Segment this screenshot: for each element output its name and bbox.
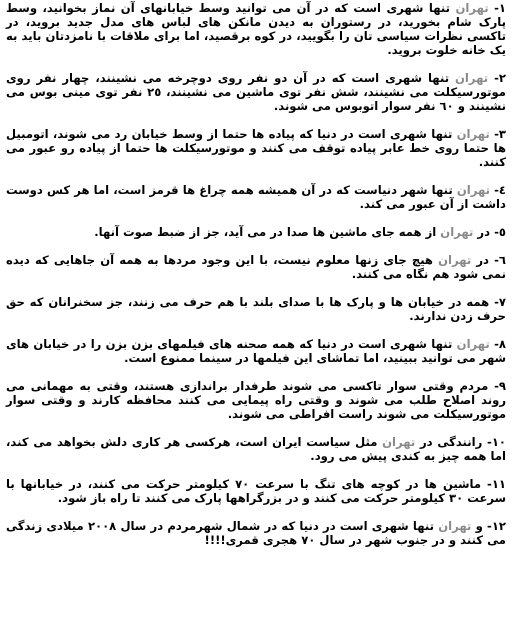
item-text: تنها شهری است که در آن دو نفر روی دوچرخه می نشینند، چهار نفر روی موتورسیکلت می نشینند، شش نفر توی ماشین می نشینند، ٢٥ نفر توی مینی بوس می نشینند و ٦٠ نفر سوار اتوبوس می شوند. [6,71,506,113]
item-number: ١٠- [482,435,506,449]
item-number: ٣- [489,127,506,141]
item-text: در [473,225,491,239]
list-item [6,477,506,505]
document-body [0,1,512,620]
item-text: مردم وقتی سوار تاکسی می شوند طرفدار براندازی هستند، وقتی به مهمانی می روند اصلاح طلب می شوند و وقتی راه پیمایی می کنند محافظه کارند و وقتی سوار موتورسیکلت می شوند راست افراطی می شوند. [6,379,506,421]
item-number: ٧- [489,295,506,309]
item-text: هیچ جای زنها معلوم نیست، با این وجود مردها به همه آن جاهایی که دیده نمی شود هم نگاه می کنند. [6,253,506,281]
item-text: تنها شهری است در دنیا که همه صحنه های فیلمهای بزن بزن را در خیابان های شهر می توانید ببینید، اما تماشای این فیلمها در سینما ممنوع است. [6,337,506,365]
item-number: ١١- [481,477,506,491]
list-item [6,337,506,365]
list-item [6,435,506,463]
city-name: تهران [438,519,472,533]
list-item [6,1,506,57]
item-text: مثل سیاست ایران است، هرکسی هر کاری دلش بخواهد می کند، اما همه چیز به کندی پیش می رود. [6,435,506,463]
item-text: تنها شهری است در دنیا که پیاده ها حتما از وسط خیابان رد می شوند، اتومبیل ها حتما روی خط عابر پیاده توقف می کنند و موتورسیکلت ها حتما از پیاده رو عبور می کنند. [6,127,506,169]
item-text: تنها شهر دنیاست که در آن همیشه همه چراغ ها قرمز است، اما هر کس دوست داشت از آن عبور می کند. [6,183,506,211]
item-text: و [471,519,483,533]
item-text: از همه جای ماشین ها صدا در می آید، جز از ضبط صوت آنها. [94,225,441,239]
list-item [6,253,506,281]
list-item [6,183,506,211]
item-number: ٢- [488,71,506,85]
item-number: ٩- [488,379,506,393]
list-item [6,379,506,421]
item-number: ٤- [489,183,506,197]
item-text: رانندگی در [415,435,483,449]
city-name: تهران [440,225,474,239]
item-number: ٨- [489,337,506,351]
item-text: همه در خیابان ها و پارک ها با صدای بلند با هم حرف می زنند، جز سخنرانان که حق حرف زدن ندارند. [6,295,506,323]
city-name: تهران [456,337,490,351]
list-item [6,71,506,113]
city-name: تهران [456,183,490,197]
city-name: تهران [455,1,489,15]
city-name: تهران [382,435,416,449]
list-item [6,295,506,323]
list-item [6,127,506,169]
city-name: تهران [438,253,472,267]
list-item [6,225,506,239]
item-number: ٦- [488,253,506,267]
item-text: تنها شهری است در دنیا که در شمال شهرمردم در سال ٢٠٠٨ میلادی زندگی می کنند و در جنوب شهر در سال ٧٠ هجری قمری!!!! [6,519,506,547]
item-number: ١٢- [482,519,506,533]
item-text: ماشین ها در کوچه های تنگ با سرعت ٧٠ کیلومتر حرکت می کنند، در خیابانها با سرعت ٣٠ کیلومتر حرکت می کنند و در بزرگراهها پارک می کنند تا راه باز شود. [6,477,506,505]
item-text: تنها شهری است که در آن می توانید وسط خیابانهای آن نماز بخوانید، وسط پارک شام بخورید، در رستوران به دیدن مانکن های لباس های مدل جدید بروید، در تاکسی نظرات سیاسی تان را بگویید، در کوه برقصید، اما برای ملاقات با نامزدتان باید به یک خانه خلوت بروید. [6,1,506,57]
item-number: ٥- [490,225,506,239]
city-name: تهران [456,127,490,141]
item-text: در [471,253,489,267]
city-name: تهران [455,71,489,85]
item-number: ١- [488,1,506,15]
list-item [6,519,506,547]
